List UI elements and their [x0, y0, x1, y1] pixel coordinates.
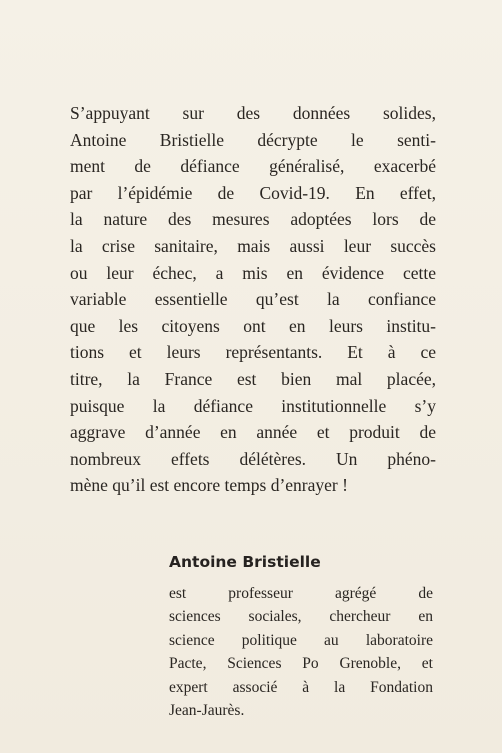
author-name: Antoine Bristielle: [169, 553, 321, 571]
blurb-line: par l’épidémie de Covid-19. En effet,: [70, 182, 436, 203]
blurb-line: ment de défiance généralisé, exacerbé: [70, 156, 436, 177]
blurb-line: tions et leurs représentants. Et à ce: [70, 342, 436, 363]
author-bio-line: expert associé à la Fondation: [169, 678, 433, 696]
author-bio-line: Jean-Jaurès.: [169, 701, 245, 719]
blurb-line: que les citoyens ont en leurs institu-: [70, 315, 436, 336]
blurb-line: la nature des mesures adoptées lors de: [70, 209, 436, 230]
blurb-line: puisque la défiance institutionnelle s’y: [70, 395, 436, 416]
blurb-line: Antoine Bristielle décrypte le senti-: [70, 129, 436, 150]
book-blurb: [70, 100, 436, 499]
author-bio-line: sciences sociales, chercheur en: [169, 608, 433, 626]
blurb-line: mène qu’il est encore temps d’enrayer !: [70, 475, 348, 496]
author-bio-line: science politique au laboratoire: [169, 631, 433, 649]
author-bio-line: est professeur agrégé de: [169, 585, 433, 602]
blurb-line: titre, la France est bien mal placée,: [70, 368, 436, 389]
author-bio: [169, 582, 433, 722]
blurb-line: variable essentielle qu’est la confiance: [70, 289, 436, 310]
blurb-line: aggrave d’année en année et produit de: [70, 422, 436, 443]
blurb-line: la crise sanitaire, mais aussi leur succès: [70, 235, 436, 256]
blurb-line: S’appuyant sur des données solides,: [70, 103, 436, 123]
author-bio-line: Pacte, Sciences Po Grenoble, et: [169, 655, 433, 673]
blurb-line: ou leur échec, a mis en évidence cette: [70, 262, 436, 283]
blurb-line: nombreux effets délétères. Un phéno-: [70, 448, 436, 469]
